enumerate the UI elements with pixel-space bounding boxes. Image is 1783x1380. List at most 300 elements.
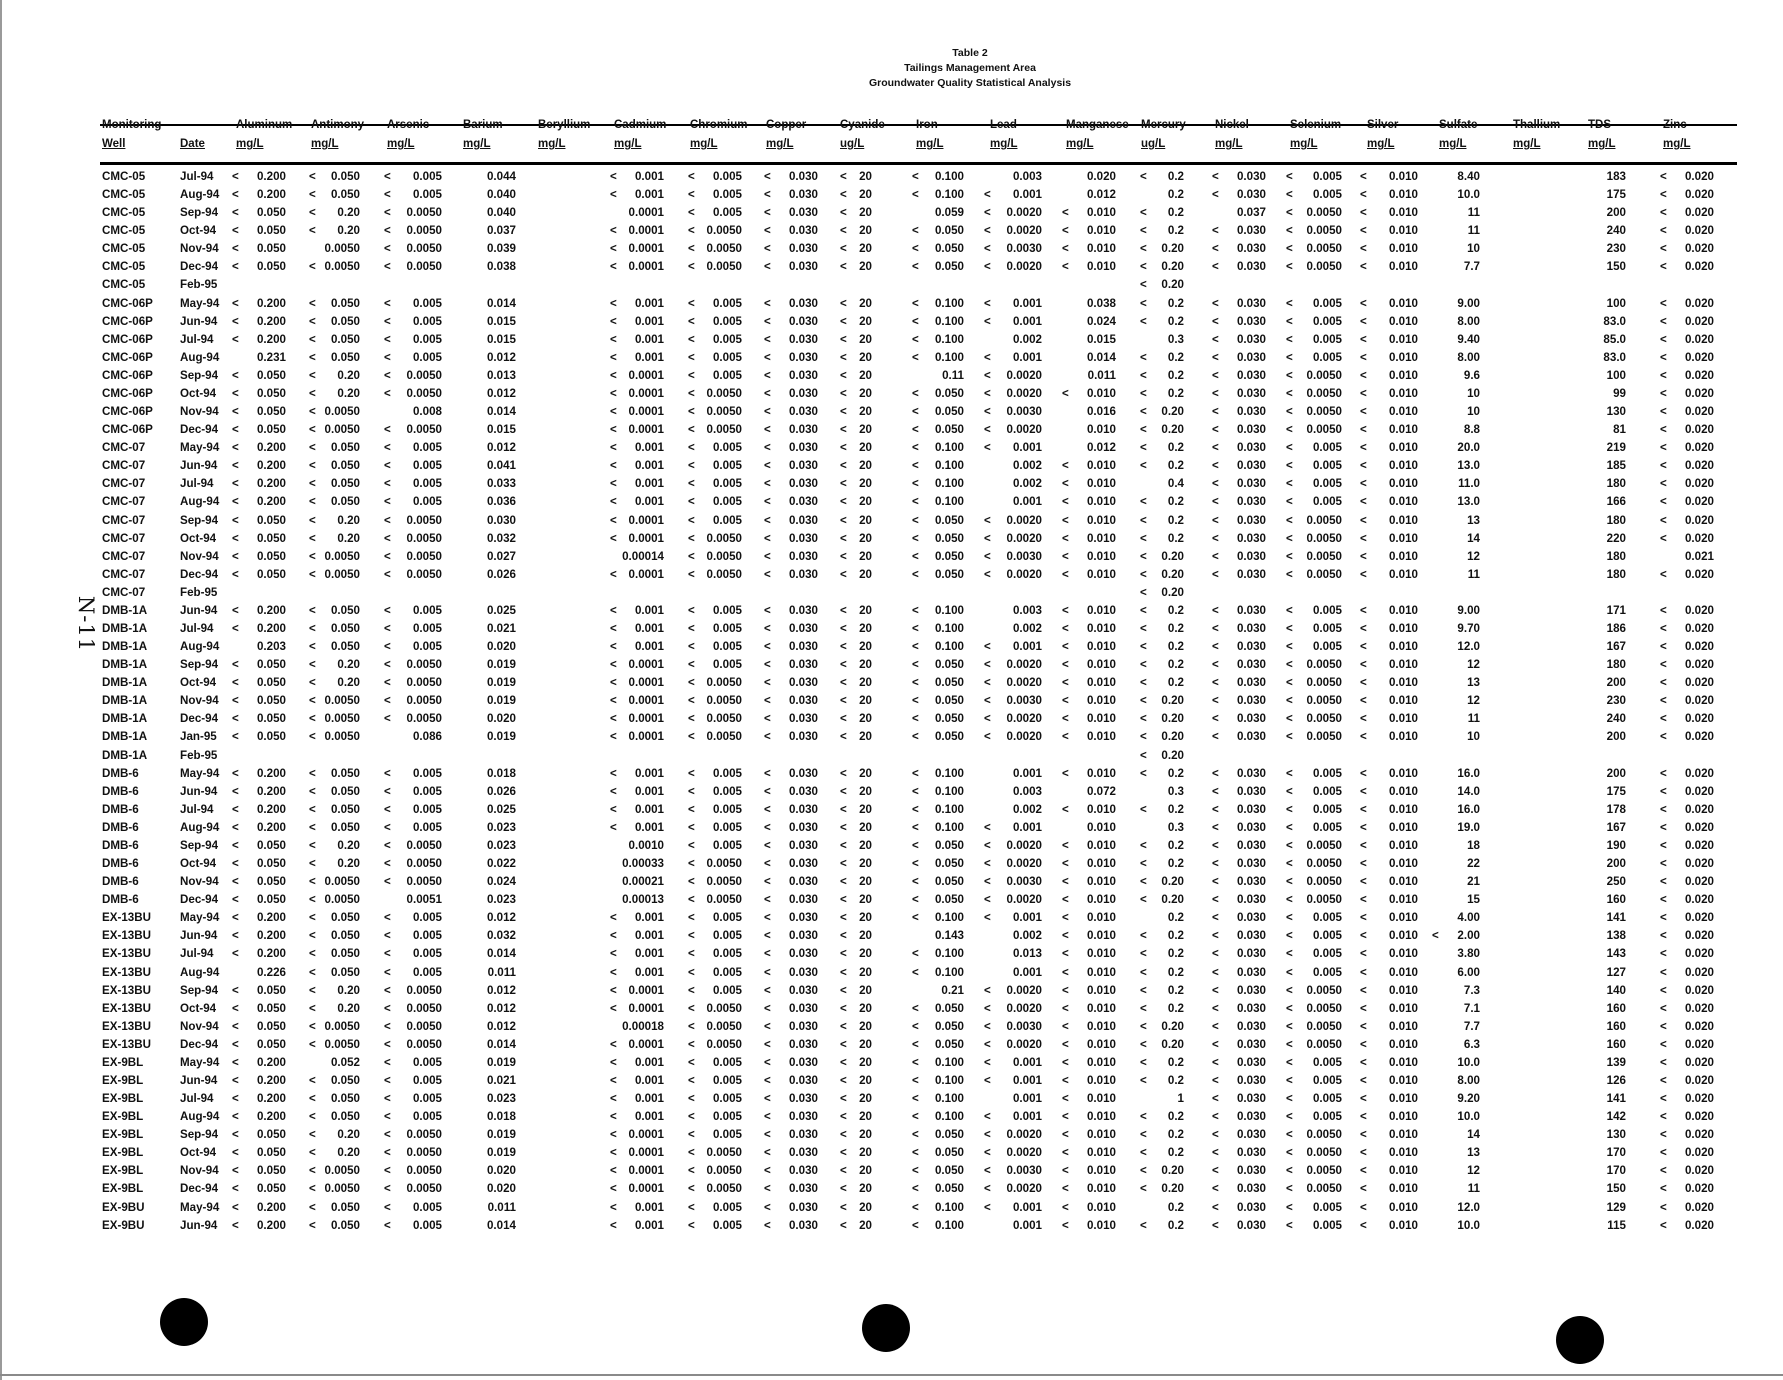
cell-value: 0.023: [486, 838, 516, 852]
cell-value: < 0.005: [1286, 784, 1342, 798]
cell-value: < 0.030: [764, 802, 818, 816]
cell-value: < 0.020: [1660, 206, 1714, 220]
cell-well: DMB-1A: [102, 658, 148, 672]
cell-well: CMC-07: [102, 585, 146, 599]
cell-well: DMB-6: [102, 820, 139, 834]
cell-value: < 0.005: [688, 947, 742, 961]
cell-value: < 0.030: [1212, 640, 1266, 654]
cell-value: < 0.100: [912, 947, 964, 961]
cell-value: < 0.200: [232, 947, 286, 961]
cell-value: < 0.010: [1360, 1200, 1418, 1214]
cell-value: 0.012: [486, 983, 516, 997]
cell-value: < 0.200: [232, 188, 286, 202]
cell-value: < 0.050: [232, 730, 286, 744]
cell-value: 0.226: [256, 965, 286, 979]
cell-value: < 0.0050: [384, 423, 442, 437]
cell-value: < 0.0050: [384, 386, 442, 400]
cell-value: < 0.030: [1212, 676, 1266, 690]
cell-value: < 0.050: [912, 694, 964, 708]
cell-value: < 0.005: [688, 459, 742, 473]
cell-value: < 0.0050: [384, 567, 442, 581]
cell-value: < 0.030: [764, 495, 818, 509]
cell-value: < 0.010: [1062, 1055, 1116, 1069]
cell-value: < 0.0020: [984, 1037, 1042, 1051]
cell-well: CMC-05: [102, 278, 146, 292]
cell-value: < 0.0050: [688, 567, 742, 581]
table-row: [0, 767, 1783, 784]
cell-value: < 20: [840, 332, 872, 346]
table-row: [0, 1128, 1783, 1145]
cell-value: < 0.0001: [610, 1182, 664, 1196]
cell-value: < 0.0050: [384, 838, 442, 852]
cell-value: < 0.050: [232, 875, 286, 889]
cell-value: 200: [1606, 766, 1626, 780]
cell-value: 0.015: [486, 314, 516, 328]
cell-value: < 0.0050: [309, 1164, 360, 1178]
table-row: [0, 297, 1783, 314]
cell-well: DMB-1A: [102, 712, 148, 726]
cell-value: < 0.050: [232, 1037, 286, 1051]
cell-value: 10: [1467, 386, 1480, 400]
cell-value: < 0.010: [1062, 1092, 1116, 1106]
cell-value: < 0.030: [1212, 296, 1266, 310]
cell-value: < 0.005: [688, 477, 742, 491]
cell-value: < 0.020: [1660, 1200, 1714, 1214]
column-header: Lead: [990, 119, 1017, 131]
cell-value: 185: [1606, 459, 1626, 473]
cell-value: < 0.005: [1286, 1218, 1342, 1232]
cell-value: < 0.001: [610, 314, 664, 328]
cell-value: < 0.030: [764, 1218, 818, 1232]
cell-value: < 0.005: [1286, 296, 1342, 310]
cell-value: < 0.2: [1140, 603, 1184, 617]
cell-value: < 20: [840, 567, 872, 581]
cell-value: < 0.030: [764, 188, 818, 202]
cell-value: < 0.001: [984, 1110, 1042, 1124]
cell-value: < 0.050: [232, 531, 286, 545]
cell-value: 0.00013: [622, 893, 664, 907]
cell-value: < 0.005: [384, 820, 442, 834]
cell-value: 0.0010: [628, 838, 664, 852]
cell-value: < 0.030: [764, 838, 818, 852]
cell-value: < 0.030: [764, 242, 818, 256]
cell-value: < 0.200: [232, 1092, 286, 1106]
cell-value: < 0.0050: [384, 531, 442, 545]
cell-value: < 0.010: [1062, 676, 1116, 690]
cell-value: < 20: [840, 296, 872, 310]
cell-value: < 0.0050: [1286, 386, 1342, 400]
cell-value: < 0.050: [309, 477, 360, 491]
cell-value: < 0.005: [384, 965, 442, 979]
cell-value: < 0.030: [1212, 513, 1266, 527]
cell-value: < 0.050: [232, 1001, 286, 1015]
cell-value: < 20: [840, 893, 872, 907]
cell-date: May-94: [180, 441, 220, 455]
cell-value: < 0.0050: [384, 513, 442, 527]
cell-value: 0.018: [486, 766, 516, 780]
cell-value: < 0.030: [1212, 1092, 1266, 1106]
cell-value: < 0.030: [764, 314, 818, 328]
cell-date: Feb-95: [180, 748, 218, 762]
cell-value: < 0.020: [1660, 296, 1714, 310]
cell-value: < 0.005: [1286, 441, 1342, 455]
cell-value: < 0.2: [1140, 531, 1184, 545]
cell-value: < 0.005: [688, 296, 742, 310]
cell-value: < 0.030: [764, 1128, 818, 1142]
cell-value: < 0.030: [764, 893, 818, 907]
cell-value: < 0.030: [1212, 170, 1266, 183]
cell-value: 180: [1606, 477, 1626, 491]
cell-date: Sep-94: [180, 513, 219, 527]
cell-value: < 0.030: [1212, 567, 1266, 581]
cell-value: < 0.100: [912, 965, 964, 979]
cell-value: < 0.010: [1360, 1218, 1418, 1232]
cell-value: < 0.100: [912, 911, 964, 925]
cell-value: < 0.030: [1212, 784, 1266, 798]
cell-value: < 0.020: [1660, 893, 1714, 907]
cell-value: < 0.001: [610, 622, 664, 635]
cell-value: < 0.001: [610, 784, 664, 798]
cell-value: < 0.100: [912, 477, 964, 491]
cell-value: < 0.100: [912, 314, 964, 328]
cell-value: < 0.050: [232, 405, 286, 419]
cell-value: 183: [1606, 170, 1626, 183]
cell-value: < 0.050: [309, 622, 360, 635]
cell-value: < 0.020: [1660, 965, 1714, 979]
table-row: [0, 1219, 1783, 1236]
cell-value: < 0.010: [1360, 1001, 1418, 1015]
cell-value: < 20: [840, 965, 872, 979]
cell-value: < 0.020: [1660, 332, 1714, 346]
cell-value: < 0.030: [1212, 386, 1266, 400]
cell-value: < 20: [840, 441, 872, 455]
cell-value: < 0.0050: [309, 1182, 360, 1196]
cell-well: DMB-1A: [102, 640, 148, 654]
cell-value: < 0.010: [1360, 296, 1418, 310]
cell-value: 0.020: [486, 640, 516, 654]
column-header: Beryllium: [538, 119, 591, 131]
table-row: [0, 242, 1783, 259]
column-header: Monitoring: [102, 119, 162, 131]
cell-date: May-94: [180, 1055, 220, 1069]
cell-date: Nov-94: [180, 694, 219, 708]
cell-value: < 0.010: [1360, 549, 1418, 563]
table-row: [0, 984, 1783, 1001]
cell-date: Oct-94: [180, 224, 217, 238]
column-unit: mg/L: [1367, 138, 1395, 150]
cell-value: < 20: [840, 802, 872, 816]
cell-value: < 0.001: [984, 441, 1042, 455]
cell-value: < 0.010: [1360, 784, 1418, 798]
cell-well: CMC-06P: [102, 405, 153, 419]
cell-value: < 0.050: [912, 1001, 964, 1015]
cell-value: < 0.030: [764, 423, 818, 437]
cell-value: 0.032: [486, 929, 516, 943]
table-row: [0, 785, 1783, 802]
cell-value: < 0.050: [912, 893, 964, 907]
cell-value: < 0.020: [1660, 368, 1714, 382]
cell-value: < 0.010: [1062, 260, 1116, 274]
cell-value: < 0.010: [1062, 622, 1116, 635]
cell-value: < 0.100: [912, 1200, 964, 1214]
cell-value: < 0.0050: [688, 694, 742, 708]
cell-value: < 0.0050: [384, 875, 442, 889]
table-row: [0, 966, 1783, 983]
cell-value: < 20: [840, 694, 872, 708]
cell-value: < 0.030: [764, 1182, 818, 1196]
cell-value: < 0.010: [1360, 1019, 1418, 1033]
cell-value: < 0.050: [232, 694, 286, 708]
cell-value: < 20: [840, 350, 872, 364]
cell-value: < 0.030: [1212, 929, 1266, 943]
cell-value: < 0.2: [1140, 1001, 1184, 1015]
cell-value: < 0.010: [1062, 766, 1116, 780]
cell-value: < 0.0050: [309, 423, 360, 437]
cell-value: < 0.030: [764, 332, 818, 346]
cell-value: < 0.030: [764, 947, 818, 961]
cell-value: 0.012: [486, 386, 516, 400]
cell-value: < 0.0001: [610, 676, 664, 690]
cell-value: < 0.010: [1360, 1092, 1418, 1106]
column-header: Barium: [463, 119, 503, 131]
cell-value: < 0.030: [1212, 1146, 1266, 1160]
cell-well: EX-13BU: [102, 947, 151, 961]
cell-value: < 0.0050: [688, 1019, 742, 1033]
cell-value: < 0.050: [309, 170, 360, 183]
cell-value: 0.044: [486, 170, 516, 183]
cell-value: < 0.0050: [688, 875, 742, 889]
cell-date: Jul-94: [180, 947, 214, 961]
cell-value: < 0.005: [688, 929, 742, 943]
cell-value: < 0.20: [1140, 260, 1184, 274]
cell-value: 180: [1606, 658, 1626, 672]
cell-value: < 0.0050: [1286, 694, 1342, 708]
cell-value: 200: [1606, 730, 1626, 744]
cell-value: < 20: [840, 603, 872, 617]
cell-value: < 0.0050: [1286, 1164, 1342, 1178]
cell-value: < 0.030: [764, 622, 818, 635]
cell-value: < 0.030: [764, 1055, 818, 1069]
cell-value: < 0.030: [1212, 658, 1266, 672]
cell-value: 0.231: [256, 350, 286, 364]
column-header: Selenium: [1290, 119, 1342, 131]
table-row: [0, 1146, 1783, 1163]
cell-value: < 0.0050: [384, 857, 442, 871]
cell-value: < 0.100: [912, 1074, 964, 1087]
cell-value: 10: [1467, 730, 1480, 744]
cell-value: < 0.2: [1140, 766, 1184, 780]
cell-value: < 0.0030: [984, 549, 1042, 563]
cell-value: < 0.001: [610, 1055, 664, 1069]
cell-value: < 0.050: [232, 1019, 286, 1033]
table-row: [0, 351, 1783, 368]
table-row: [0, 1164, 1783, 1181]
cell-value: < 0.010: [1360, 1055, 1418, 1069]
cell-value: < 0.20: [1140, 423, 1184, 437]
cell-value: < 0.010: [1062, 1146, 1116, 1160]
cell-value: < 0.0050: [1286, 224, 1342, 238]
cell-value: < 0.0030: [984, 405, 1042, 419]
cell-value: < 0.0050: [384, 983, 442, 997]
cell-value: < 0.050: [232, 242, 286, 256]
cell-value: < 0.050: [309, 1074, 360, 1087]
cell-value: < 0.20: [309, 1146, 360, 1160]
cell-value: < 0.010: [1062, 549, 1116, 563]
cell-value: 0.11: [942, 368, 964, 382]
cell-value: < 20: [840, 1128, 872, 1142]
cell-value: < 0.005: [688, 820, 742, 834]
cell-value: 150: [1606, 260, 1626, 274]
cell-value: < 0.0020: [984, 224, 1042, 238]
cell-value: < 0.0020: [984, 260, 1042, 274]
cell-value: < 20: [840, 1182, 872, 1196]
cell-value: < 0.010: [1062, 893, 1116, 907]
cell-value: < 0.005: [384, 1092, 442, 1106]
cell-value: 0.3: [1167, 820, 1184, 834]
cell-well: EX-9BL: [102, 1146, 144, 1160]
cell-value: 178: [1606, 802, 1626, 816]
cell-value: < 0.020: [1660, 911, 1714, 925]
column-unit: mg/L: [690, 138, 718, 150]
cell-value: < 0.050: [309, 640, 360, 654]
column-unit: mg/L: [538, 138, 566, 150]
cell-value: < 0.020: [1660, 730, 1714, 744]
cell-well: EX-13BU: [102, 1037, 151, 1051]
cell-value: < 0.030: [764, 567, 818, 581]
cell-value: < 0.010: [1360, 1128, 1418, 1142]
cell-value: < 0.030: [1212, 477, 1266, 491]
cell-value: < 0.010: [1062, 495, 1116, 509]
cell-value: < 0.030: [1212, 1037, 1266, 1051]
cell-value: < 0.030: [1212, 820, 1266, 834]
cell-value: < 0.0050: [384, 712, 442, 726]
cell-value: 9.6: [1463, 368, 1480, 382]
cell-well: EX-9BL: [102, 1074, 144, 1087]
cell-value: 130: [1606, 1128, 1626, 1142]
cell-value: < 0.010: [1062, 1037, 1116, 1051]
cell-value: 0.016: [1086, 405, 1116, 419]
cell-value: < 0.030: [1212, 766, 1266, 780]
cell-value: 0.014: [486, 947, 516, 961]
cell-value: < 0.050: [309, 820, 360, 834]
cell-value: < 0.030: [764, 730, 818, 744]
cell-value: 0.013: [1012, 947, 1042, 961]
cell-value: < 0.005: [688, 441, 742, 455]
table-row: [0, 640, 1783, 657]
cell-value: < 0.005: [384, 1110, 442, 1124]
cell-value: < 0.001: [984, 911, 1042, 925]
cell-value: < 0.010: [1062, 1164, 1116, 1178]
cell-value: < 0.010: [1360, 658, 1418, 672]
cell-value: < 0.100: [912, 459, 964, 473]
cell-well: DMB-6: [102, 893, 139, 907]
cell-value: < 0.020: [1660, 1001, 1714, 1015]
cell-date: Jun-94: [180, 929, 218, 943]
cell-value: < 20: [840, 1146, 872, 1160]
cell-value: < 0.020: [1660, 1146, 1714, 1160]
cell-value: 0.040: [486, 206, 516, 220]
cell-value: < 0.020: [1660, 820, 1714, 834]
cell-value: < 0.010: [1360, 386, 1418, 400]
cell-value: < 0.005: [688, 911, 742, 925]
cell-value: < 0.005: [688, 784, 742, 798]
cell-value: < 0.030: [764, 640, 818, 654]
cell-value: < 20: [840, 495, 872, 509]
cell-value: 0.002: [1012, 929, 1042, 943]
cell-date: Jun-94: [180, 314, 218, 328]
cell-value: < 0.050: [912, 658, 964, 672]
cell-value: < 20: [840, 260, 872, 274]
cell-value: 0.3: [1167, 332, 1184, 346]
cell-value: < 20: [840, 947, 872, 961]
cell-value: < 0.030: [1212, 1055, 1266, 1069]
cell-value: < 0.2: [1140, 983, 1184, 997]
cell-value: < 0.005: [384, 603, 442, 617]
cell-value: < 0.100: [912, 802, 964, 816]
cell-value: < 0.2: [1140, 513, 1184, 527]
cell-value: 14: [1467, 531, 1480, 545]
cell-well: EX-13BU: [102, 1001, 151, 1015]
cell-value: 0.027: [486, 549, 516, 563]
cell-value: < 0.020: [1660, 350, 1714, 364]
cell-value: < 0.030: [764, 712, 818, 726]
cell-value: < 0.050: [232, 838, 286, 852]
cell-value: < 0.030: [1212, 549, 1266, 563]
cell-value: < 0.020: [1660, 441, 1714, 455]
cell-value: 130: [1606, 405, 1626, 419]
cell-value: < 0.020: [1660, 1037, 1714, 1051]
cell-value: < 0.005: [688, 368, 742, 382]
cell-value: < 0.005: [1286, 1055, 1342, 1069]
cell-value: 0.2: [1167, 188, 1184, 202]
cell-value: < 0.010: [1062, 224, 1116, 238]
cell-value: < 0.010: [1360, 893, 1418, 907]
cell-value: < 0.0050: [309, 730, 360, 744]
cell-value: < 0.0050: [384, 1146, 442, 1160]
cell-value: < 0.020: [1660, 766, 1714, 780]
cell-value: < 0.050: [232, 983, 286, 997]
cell-value: < 0.050: [232, 423, 286, 437]
cell-date: Jul-94: [180, 477, 214, 491]
cell-value: < 0.010: [1360, 676, 1418, 690]
cell-value: < 0.050: [309, 296, 360, 310]
cell-value: 0.021: [486, 1074, 516, 1087]
cell-value: < 0.005: [688, 332, 742, 346]
cell-value: < 0.0050: [688, 893, 742, 907]
cell-value: < 20: [840, 640, 872, 654]
cell-value: < 0.030: [1212, 1218, 1266, 1232]
cell-value: < 0.001: [610, 640, 664, 654]
cell-value: 0.0050: [324, 242, 360, 256]
cell-value: < 0.100: [912, 820, 964, 834]
cell-value: < 0.030: [1212, 983, 1266, 997]
cell-value: < 0.005: [384, 784, 442, 798]
cell-date: Jun-94: [180, 603, 218, 617]
cell-value: < 0.001: [984, 1074, 1042, 1087]
table-row: [0, 730, 1783, 747]
cell-date: Oct-94: [180, 386, 217, 400]
cell-value: < 0.0001: [610, 242, 664, 256]
cell-well: CMC-05: [102, 206, 146, 220]
cell-value: 143: [1606, 947, 1626, 961]
cell-value: 138: [1606, 929, 1626, 943]
cell-value: < 0.2: [1140, 802, 1184, 816]
cell-value: < 0.0050: [309, 549, 360, 563]
cell-value: < 0.020: [1660, 495, 1714, 509]
cell-value: 0.036: [486, 495, 516, 509]
cell-value: 14: [1467, 1128, 1480, 1142]
cell-date: Sep-94: [180, 206, 219, 220]
